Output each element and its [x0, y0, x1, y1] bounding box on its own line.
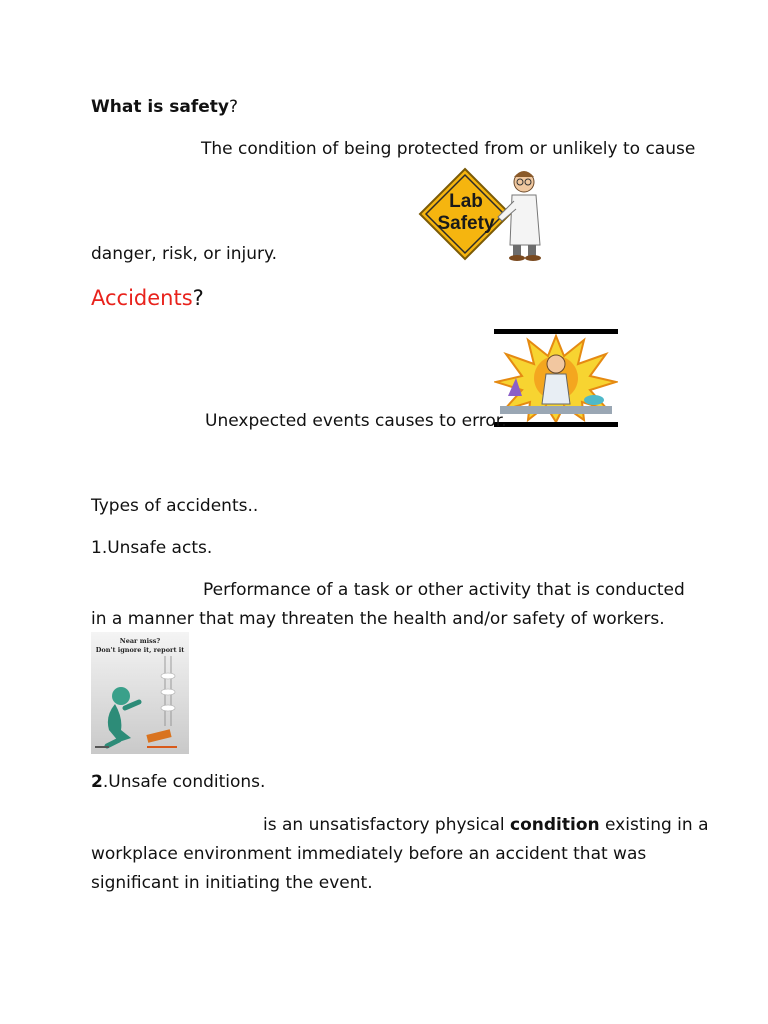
item2-def-before: is an unsatisfactory physical	[263, 815, 511, 835]
item2-definition-line3: significant in initiating the event.	[91, 873, 373, 893]
safety-definition-line2: danger, risk, or injury.	[91, 244, 278, 264]
item1-definition-line2: in a manner that may threaten the health and/or safety of workers.	[91, 609, 665, 629]
lab-sign-line1: Lab	[449, 191, 483, 212]
item2-definition-line2: workplace environment immediately before an accident that was	[91, 844, 647, 864]
item2-def-bold: condition	[510, 815, 600, 835]
image-bottom-border	[494, 422, 618, 427]
item2-def-after: existing in a	[599, 815, 709, 835]
poster-line2: Don't ignore it, report it	[95, 646, 185, 654]
item1-definition-line1: Performance of a task or other activity that is conducted	[203, 580, 685, 600]
near-miss-poster-image	[91, 632, 189, 754]
accidents-heading-qmark: ?	[192, 286, 204, 310]
accidents-definition: Unexpected events causes to error.	[205, 411, 507, 431]
safety-heading-bold: What is safety	[91, 97, 229, 117]
item2-definition-line1	[263, 817, 709, 834]
item2-heading	[91, 774, 265, 791]
item2-heading-text: .Unsafe conditions.	[102, 772, 266, 792]
safety-definition-line1: The condition of being protected from or unlikely to cause	[201, 139, 696, 159]
accidents-heading	[91, 288, 204, 309]
item1-heading: 1.Unsafe acts.	[91, 538, 213, 558]
safety-heading-qmark: ?	[228, 97, 238, 117]
types-heading: Types of accidents..	[91, 496, 259, 516]
item2-number: 2	[91, 772, 103, 792]
lab-explosion-image	[494, 334, 618, 422]
lab-sign-line2: Safety	[437, 213, 495, 234]
safety-heading	[91, 99, 238, 116]
lab-safety-sign-image	[418, 167, 550, 263]
accidents-heading-word: Accidents	[91, 286, 193, 310]
poster-line1: Near miss?	[119, 637, 161, 645]
